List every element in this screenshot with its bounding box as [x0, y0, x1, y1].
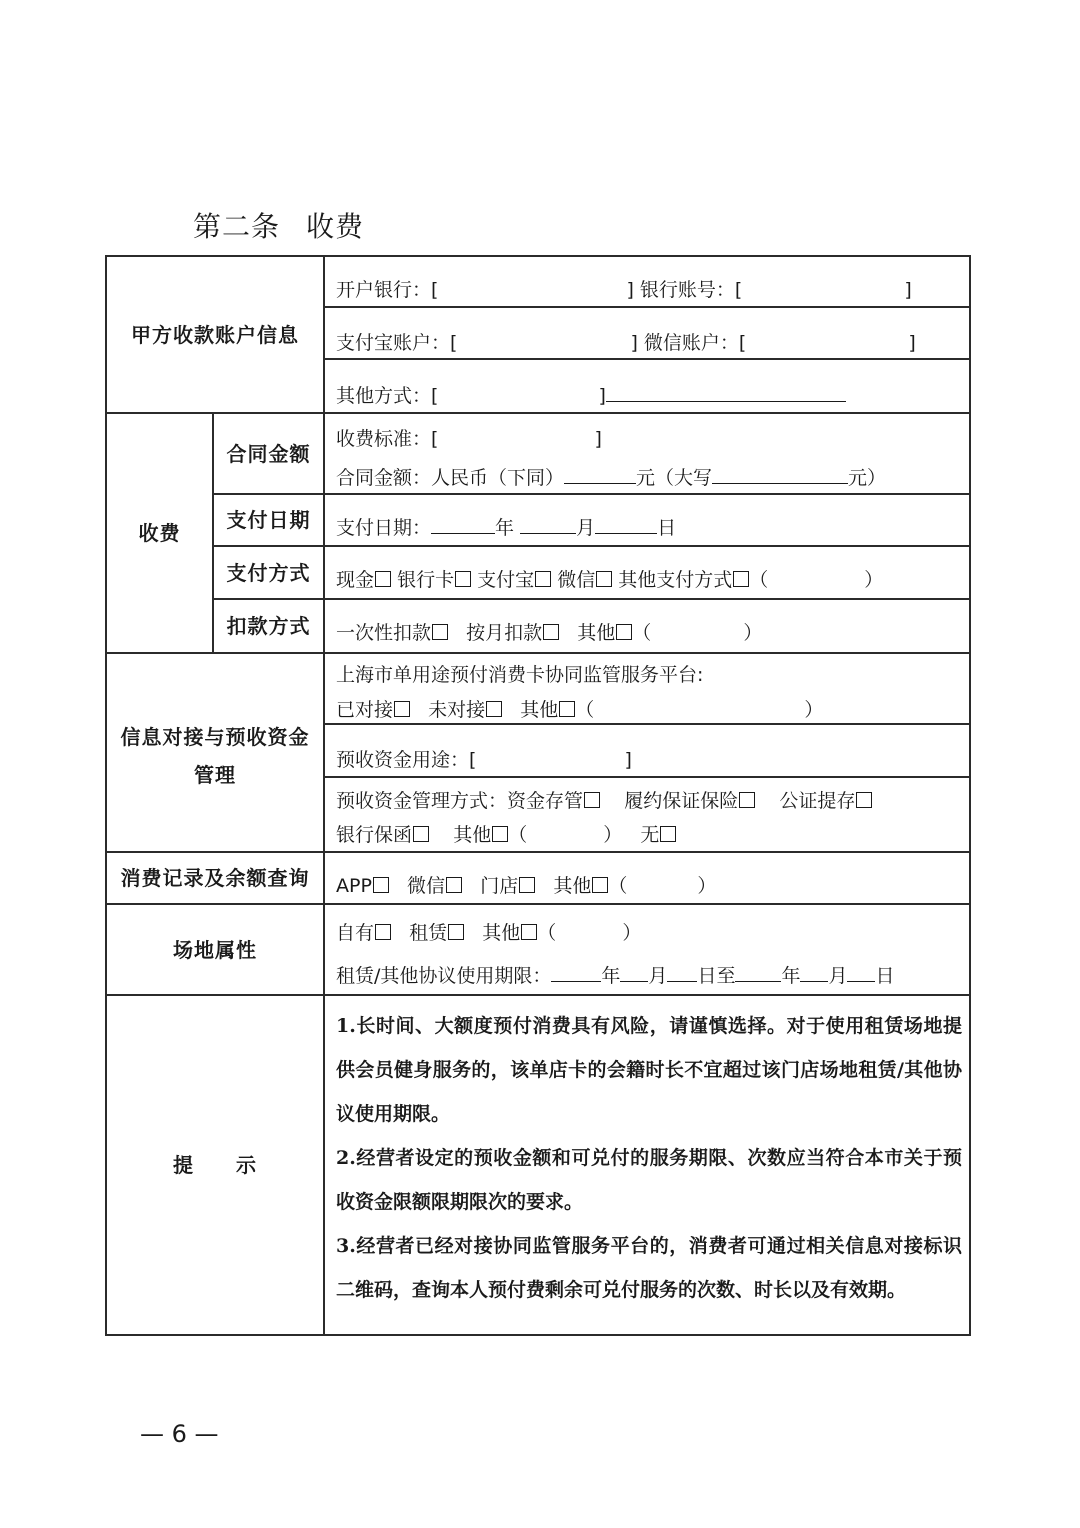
- bank-guarantee-checkbox[interactable]: [413, 826, 429, 842]
- deduction-method-label: 扣款方式: [226, 614, 311, 638]
- insurance-checkbox[interactable]: [739, 792, 755, 808]
- info-docking-label: 信息对接与预收资金管理: [120, 725, 310, 787]
- fund-usage-label: 预收资金用途：: [336, 749, 470, 771]
- payment-date-row: 支付日期： 年 月 日: [336, 517, 677, 539]
- wechat-checkbox[interactable]: [596, 571, 612, 587]
- leased-checkbox[interactable]: [448, 924, 464, 940]
- app-checkbox[interactable]: [373, 877, 389, 893]
- payment-method-label: 支付方式: [226, 560, 311, 585]
- bank-card-checkbox[interactable]: [455, 571, 471, 587]
- amount-field[interactable]: [564, 465, 636, 484]
- notice-content: [336, 1004, 962, 1312]
- query-wechat-checkbox[interactable]: [446, 877, 462, 893]
- not-docked-checkbox[interactable]: [486, 701, 502, 717]
- query-other-checkbox[interactable]: [592, 877, 608, 893]
- owned-checkbox[interactable]: [375, 924, 391, 940]
- lease-term-label: 租赁/其他协议使用期限：: [336, 965, 552, 987]
- end-year-field[interactable]: [735, 963, 781, 982]
- cash-checkbox[interactable]: [375, 571, 391, 587]
- fund-mgmt-row1: 预收资金管理方式：资金存管 履约保证保险 公证提存: [336, 788, 872, 814]
- escrow-checkbox[interactable]: [584, 792, 600, 808]
- section-title: 收费: [306, 210, 365, 243]
- fees-label: 收费: [138, 521, 181, 545]
- docking-options-row: 已对接 未对接 其他 （ ）: [336, 699, 824, 721]
- start-day-field[interactable]: [667, 963, 697, 982]
- end-month-field[interactable]: [800, 963, 828, 982]
- notice-label: 提 示: [173, 1153, 257, 1177]
- venue-options-row: 自有 租赁 其他 （ ）: [336, 922, 642, 944]
- monthly-checkbox[interactable]: [543, 624, 559, 640]
- fee-standard-row: 收费标准：[ ]: [336, 428, 602, 450]
- consumption-query-label: 消费记录及余额查询: [120, 866, 310, 890]
- lease-term-row: 租赁/其他协议使用期限： 年 月 日至 年 月 日: [336, 965, 895, 987]
- notary-checkbox[interactable]: [856, 792, 872, 808]
- month-field[interactable]: [520, 515, 576, 534]
- docking-other-checkbox[interactable]: [559, 701, 575, 717]
- mgmt-other-checkbox[interactable]: [492, 826, 508, 842]
- amount-label: 合同金额：人民币（下同）: [336, 467, 565, 489]
- wechat-label: 微信账户：: [643, 332, 739, 354]
- payment-date-label: 支付日期: [226, 508, 311, 532]
- notice-item-1: 1.长时间、大额度预付消费具有风险，请谨慎选择。对于使用租赁场地提供会员健身服务的，该单店卡的会籍时长不宜超过该门店场地租赁/其他协议使用期限。: [336, 1015, 962, 1125]
- bank-account-label: 银行账号：: [639, 279, 735, 301]
- other-payment-checkbox[interactable]: [733, 571, 749, 587]
- alipay-row: 支付宝账户：[ ] 微信账户：[ ]: [336, 332, 916, 354]
- start-year-field[interactable]: [551, 963, 601, 982]
- section-number: 第二条: [193, 210, 281, 243]
- platform-text: 上海市单用途预付消费卡协同监管服务平台:: [336, 664, 704, 686]
- bank-row: 开户银行：[ ] 银行账号：[ ]: [336, 279, 912, 301]
- payment-method-row: 现金 银行卡 支付宝 微信 其他支付方式 （ ）: [336, 569, 884, 591]
- contract-amount-label: 合同金额: [226, 441, 311, 466]
- deduction-row: 一次性扣款 按月扣款 其他 （ ）: [336, 622, 763, 644]
- section-heading: [193, 205, 364, 245]
- amount-row: 合同金额：人民币（下同） 元（大写 元）: [336, 467, 887, 489]
- fee-standard-label: 收费标准：: [336, 428, 432, 450]
- other-method-label: 其他方式：: [336, 385, 432, 407]
- alipay-checkbox[interactable]: [535, 571, 551, 587]
- date-label: 支付日期：: [336, 517, 432, 539]
- venue-other-checkbox[interactable]: [521, 924, 537, 940]
- none-checkbox[interactable]: [660, 826, 676, 842]
- notice-item-2: 2.经营者设定的预收金额和可兑付的服务期限、次数应当符合本市关于预收资金限额限期限次的要求。: [336, 1147, 962, 1213]
- docked-checkbox[interactable]: [394, 701, 410, 717]
- store-checkbox[interactable]: [519, 877, 535, 893]
- other-method-row: 其他方式：[ ]: [336, 383, 846, 409]
- alipay-label: 支付宝账户：: [336, 332, 451, 354]
- page-number: — 6 —: [140, 1420, 219, 1448]
- amount-words-field[interactable]: [712, 465, 848, 484]
- start-month-field[interactable]: [620, 963, 648, 982]
- year-field[interactable]: [431, 515, 495, 534]
- notice-item-3: 3.经营者已经对接协同监管服务平台的，消费者可通过相关信息对接标识二维码，查询本人预付费剩余可兑付服务的次数、时长以及有效期。: [336, 1235, 962, 1301]
- bank-label: 开户银行：: [336, 279, 432, 301]
- other-deduction-checkbox[interactable]: [616, 624, 632, 640]
- end-day-field[interactable]: [847, 963, 875, 982]
- one-time-checkbox[interactable]: [432, 624, 448, 640]
- fund-mgmt-row2: 银行保函 其他 （ ） 无: [336, 822, 676, 848]
- day-field[interactable]: [595, 515, 657, 534]
- query-row: APP 微信 门店 其他 （ ）: [336, 875, 717, 897]
- account-info-label: 甲方收款账户信息: [131, 322, 299, 347]
- fund-usage-row: 预收资金用途：[ ]: [336, 749, 632, 771]
- venue-label: 场地属性: [173, 937, 257, 962]
